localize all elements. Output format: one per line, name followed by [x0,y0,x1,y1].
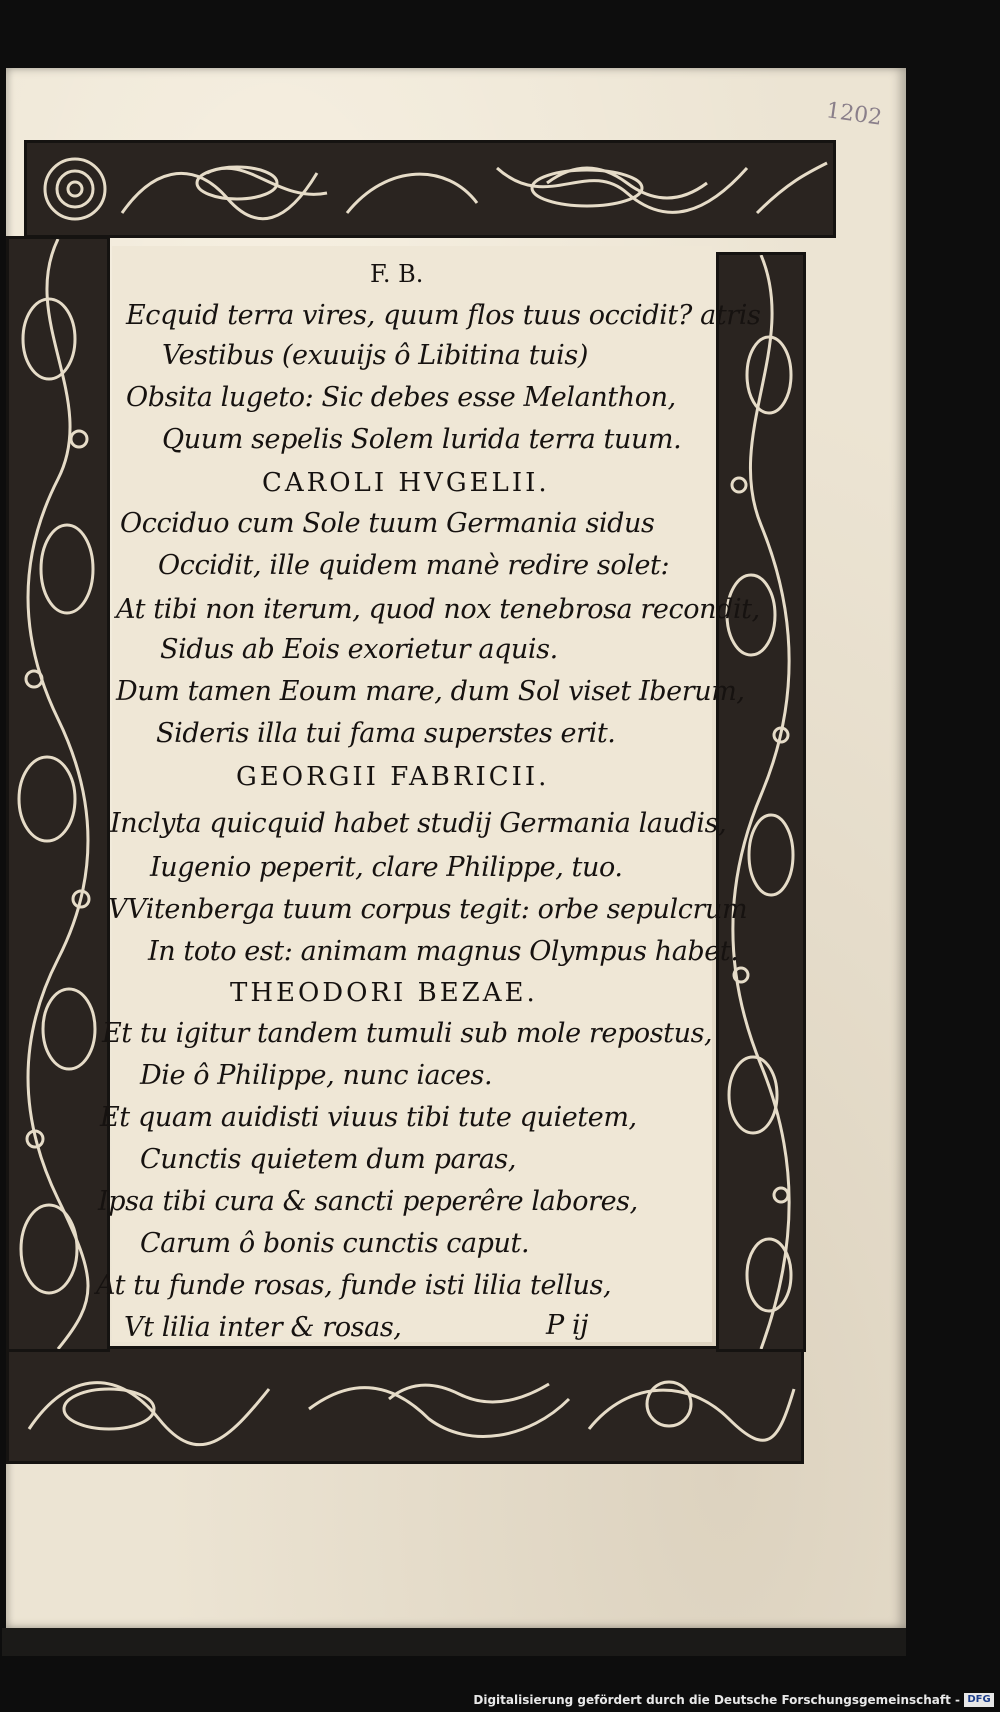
footer-credit: Digitalisierung gefördert durch die Deutsche Forschungsgemeinschaft - [473,1693,960,1707]
poem-heading: CAROLI HVGELII. [262,468,550,498]
verse-line: Vt lilia inter & rosas, [124,1312,402,1343]
verse-line: Cunctis quietem dum paras, [140,1144,517,1175]
ornament-border-left [6,236,110,1352]
ornament-border-bottom [6,1346,804,1464]
verse-line: Quum sepelis Solem lurida terra tuum. [162,424,682,455]
verse-line: Dum tamen Eoum mare, dum Sol viset Iberum, [116,676,745,707]
folio-number: 1202 [824,98,884,131]
verse-line: Occiduo cum Sole tuum Germania sidus [120,508,655,539]
verse-line: Sideris illa tui fama superstes erit. [156,718,616,749]
verse-line: Et quam auidisti viuus tibi tute quietem, [100,1102,637,1133]
verse-line: At tibi non iterum, quod nox tenebrosa recondit, [116,594,760,625]
ornament-border-top [24,140,836,238]
verse-line: Ecquid terra vires, quum flos tuus occidit? atris [126,300,761,331]
verse-line: At tu funde rosas, funde isti lilia tellus, [96,1270,612,1301]
poem-heading: THEODORI BEZAE. [230,978,538,1008]
verse-line: Vestibus (exuuijs ô Libitina tuis) [162,340,588,371]
dfg-logo[interactable]: DFG [964,1693,994,1707]
verse-line: VVitenberga tuum corpus tegit: orbe sepulcrum [108,894,748,925]
verse-line: Die ô Philippe, nunc iaces. [140,1060,493,1091]
verse-line: Ipsa tibi cura & sancti peperêre labores, [98,1186,638,1217]
verse-line: Iugenio peperit, clare Philippe, tuo. [150,852,623,883]
verse-line: Carum ô bonis cunctis caput. [140,1228,530,1259]
header-signature: F. B. [370,260,424,288]
verse-line: Obsita lugeto: Sic debes esse Melanthon, [126,382,676,413]
verse-line: Sidus ab Eois exorietur aquis. [160,634,558,665]
verse-line: Occidit, ille quidem manè redire solet: [158,550,670,581]
verse-line: In toto est: animam magnus Olympus habet. [148,936,739,967]
ornament-border-right [716,252,806,1352]
signature-mark: P ij [546,1310,589,1341]
verse-line: Et tu igitur tandem tumuli sub mole repostus, [102,1018,713,1049]
page-edge [2,1628,906,1656]
verse-line: Inclyta quicquid habet studij Germania laudis, [110,808,727,839]
poem-heading: GEORGII FABRICII. [236,762,550,792]
